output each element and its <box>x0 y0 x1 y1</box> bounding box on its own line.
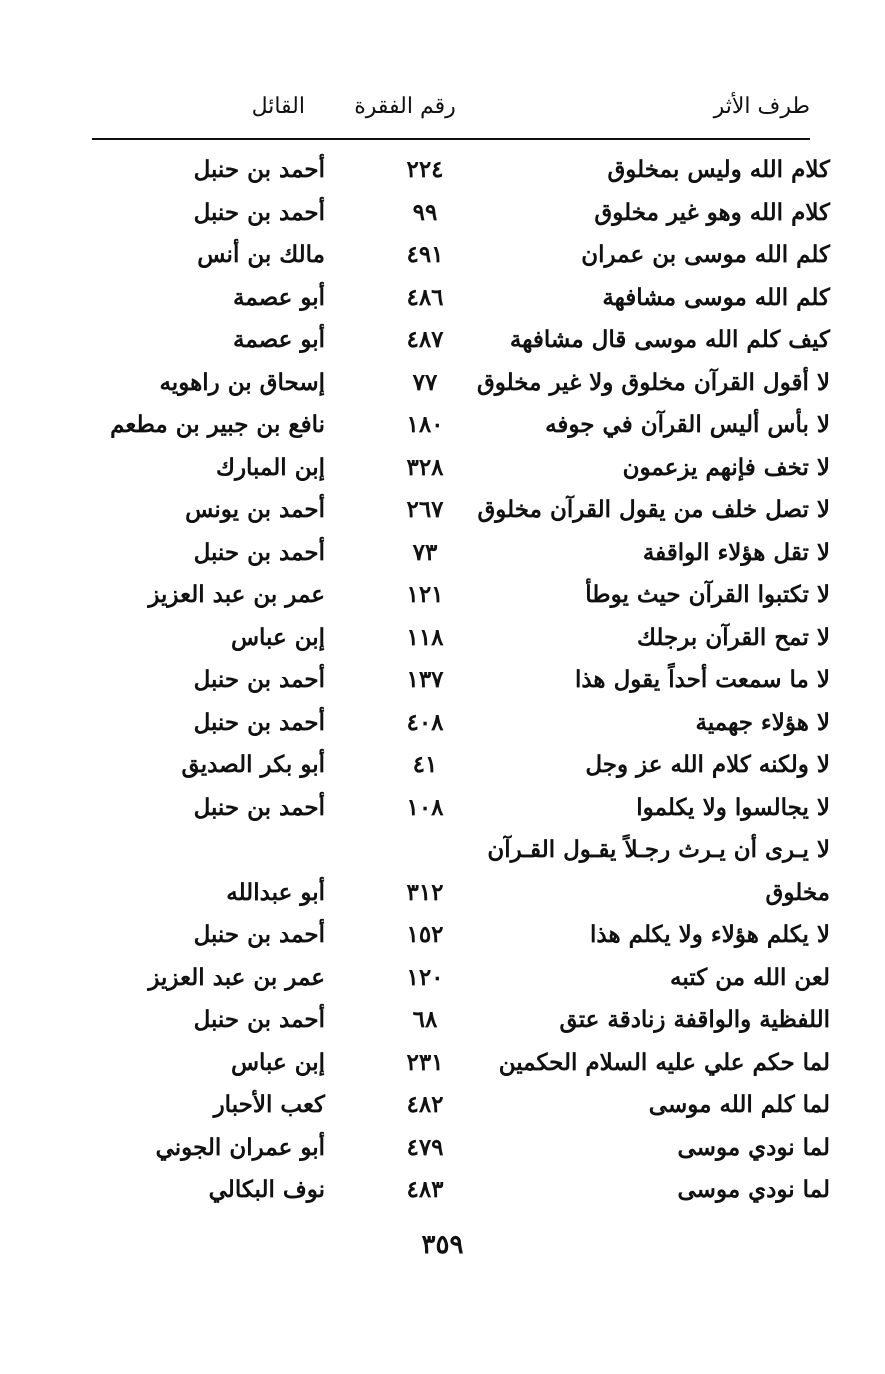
table-row <box>90 745 830 788</box>
row-speaker: إبن عباس <box>230 1048 325 1076</box>
row-paragraph-number: ٤٨٧ <box>406 326 444 353</box>
row-paragraph-number: ٧٧ <box>412 368 438 396</box>
row-paragraph-number: ٣٢٨ <box>406 453 444 481</box>
table-row <box>90 278 830 321</box>
row-paragraph-number: ١٢١ <box>406 581 444 608</box>
row-paragraph-number: ٢٦٧ <box>406 496 444 523</box>
row-phrase: كلام الله وهو غير مخلوق <box>594 198 830 226</box>
row-phrase: لعن الله من كتبه <box>670 963 830 991</box>
row-paragraph-number: ٩٩ <box>412 198 438 226</box>
row-phrase: كيف كلم الله موسى قال مشافهة <box>509 326 830 353</box>
row-speaker: عمر بن عبد العزيز <box>148 581 325 608</box>
table-row <box>90 320 830 363</box>
row-phrase: لا هؤلاء جهمية <box>695 708 830 736</box>
row-speaker: مالك بن أنس <box>197 241 325 268</box>
table-row <box>90 1170 830 1213</box>
row-phrase: مخلوق <box>765 878 830 906</box>
row-speaker: أحمد بن حنبل <box>193 198 325 226</box>
table-row <box>90 1043 830 1086</box>
row-paragraph-number: ٦٨ <box>412 1006 438 1033</box>
row-speaker: إبن عباس <box>230 623 325 651</box>
row-speaker: أحمد بن يونس <box>185 496 325 523</box>
header-paragraph-number: رقم الفقرة <box>354 94 456 119</box>
row-speaker: أبو عصمة <box>233 283 325 311</box>
row-speaker: إبن المبارك <box>215 453 325 481</box>
header-phrase: طرف الأثر <box>713 94 810 119</box>
page-number: ٣٥٩ <box>421 1230 464 1260</box>
table-header <box>90 88 810 128</box>
row-phrase: لما نودي موسى <box>677 1133 830 1161</box>
table-row <box>90 915 830 958</box>
table-row <box>90 150 830 193</box>
row-phrase: لا يكلم هؤلاء ولا يكلم هذا <box>590 921 830 948</box>
row-phrase: اللفظية والواقفة زنادقة عتق <box>559 1006 830 1033</box>
table-row <box>90 788 830 831</box>
row-speaker: نوف البكالي <box>208 1176 325 1203</box>
row-paragraph-number: ٢٣١ <box>406 1048 444 1076</box>
row-paragraph-number: ١٣٧ <box>406 666 444 693</box>
row-paragraph-number: ٤٨٢ <box>406 1091 444 1118</box>
row-phrase: لما حكم علي عليه السلام الحكمين <box>498 1048 830 1076</box>
row-paragraph-number: ١١٨ <box>406 623 444 651</box>
table-row <box>90 405 830 448</box>
header-speaker: القائل <box>251 94 305 119</box>
table-row <box>90 660 830 703</box>
row-paragraph-number: ١٠٨ <box>406 793 444 821</box>
table-row <box>90 490 830 533</box>
row-speaker: أبو عمران الجوني <box>155 1133 325 1161</box>
table-row <box>90 618 830 661</box>
row-paragraph-number: ٤٧٩ <box>406 1133 444 1161</box>
row-phrase: لا يـرى أن يـرث رجـلاً يقـول القـرآن <box>487 836 830 863</box>
row-phrase: لا تخف فإنهم يزعمون <box>622 453 830 481</box>
row-speaker: أبو عبدالله <box>226 878 325 906</box>
row-paragraph-number: ٤١ <box>412 751 438 778</box>
row-paragraph-number: ٤٨٣ <box>406 1176 444 1203</box>
row-speaker: أبو بكر الصديق <box>181 751 325 778</box>
row-phrase: لا ما سمعت أحداً يقول هذا <box>574 666 830 693</box>
row-phrase: لا بأس أليس القرآن في جوفه <box>545 411 830 438</box>
table-row <box>90 575 830 618</box>
row-phrase: لما نودي موسى <box>677 1176 830 1203</box>
row-speaker: عمر بن عبد العزيز <box>148 963 325 991</box>
row-paragraph-number: ٤٩١ <box>406 241 444 268</box>
table-row <box>90 703 830 746</box>
row-phrase: كلم الله موسى مشافهة <box>602 283 830 311</box>
header-divider <box>92 138 810 140</box>
row-phrase: كلام الله وليس بمخلوق <box>607 156 830 183</box>
row-paragraph-number: ١٢٠ <box>406 963 444 991</box>
row-phrase: لا تقل هؤلاء الواقفة <box>642 538 830 566</box>
row-phrase: لما كلم الله موسى <box>648 1091 830 1118</box>
table-row <box>90 363 830 406</box>
row-paragraph-number: ٧٣ <box>412 538 438 566</box>
row-paragraph-number: ٤٨٦ <box>406 283 444 311</box>
row-phrase: كلم الله موسى بن عمران <box>581 241 830 268</box>
row-speaker: أحمد بن حنبل <box>193 666 325 693</box>
row-speaker: أحمد بن حنبل <box>193 156 325 183</box>
row-paragraph-number: ١٨٠ <box>406 411 444 438</box>
row-phrase: لا تمح القرآن برجلك <box>637 623 830 651</box>
row-speaker: أحمد بن حنبل <box>193 708 325 736</box>
row-phrase: لا ولكنه كلام الله عز وجل <box>585 751 830 778</box>
row-paragraph-number: ٣١٢ <box>406 878 444 906</box>
table-row <box>90 958 830 1001</box>
row-paragraph-number: ٢٢٤ <box>406 156 444 183</box>
row-phrase: لا تصل خلف من يقول القرآن مخلوق <box>477 496 830 523</box>
row-speaker: كعب الأحبار <box>213 1091 325 1118</box>
row-speaker: نافع بن جبير بن مطعم <box>110 411 325 438</box>
row-speaker: أحمد بن حنبل <box>193 921 325 948</box>
table-row <box>90 193 830 236</box>
row-paragraph-number: ١٥٢ <box>406 921 444 948</box>
index-table <box>90 150 830 1213</box>
row-speaker: أحمد بن حنبل <box>193 1006 325 1033</box>
table-row <box>90 533 830 576</box>
row-phrase: لا تكتبوا القرآن حيث يوطأ <box>585 581 830 608</box>
table-row <box>90 830 830 873</box>
table-row <box>90 1000 830 1043</box>
row-phrase: لا يجالسوا ولا يكلموا <box>636 793 830 821</box>
table-row <box>90 873 830 916</box>
table-row <box>90 1085 830 1128</box>
row-speaker: أبو عصمة <box>233 326 325 353</box>
table-row <box>90 235 830 278</box>
row-speaker: أحمد بن حنبل <box>193 538 325 566</box>
row-speaker: إسحاق بن راهويه <box>159 368 325 396</box>
table-row <box>90 1128 830 1171</box>
row-speaker: أحمد بن حنبل <box>193 793 325 821</box>
row-paragraph-number: ٤٠٨ <box>406 708 444 736</box>
table-row <box>90 448 830 491</box>
row-phrase: لا أقول القرآن مخلوق ولا غير مخلوق <box>476 368 830 396</box>
